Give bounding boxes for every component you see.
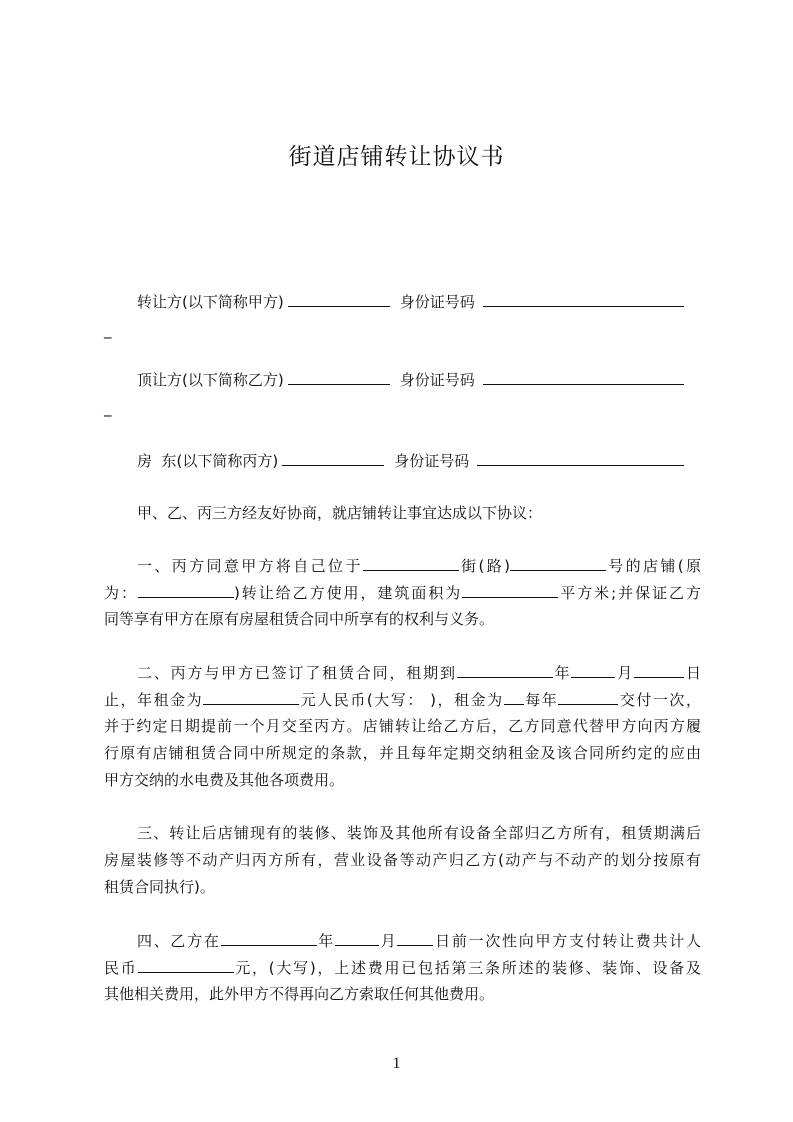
clause-4-line-2: [104, 957, 701, 978]
clause-1-line-3: 同等享有甲方在原有房屋租赁合同中所享有的权利与义务。: [104, 610, 495, 628]
party-c-label: 房 东(以下简称丙方): [137, 452, 279, 470]
document-title: 街道店铺转让协议书: [288, 144, 505, 170]
party-a-wrap-line: _: [104, 321, 112, 339]
clause-2-text: 日: [684, 664, 701, 682]
party-a-line: [137, 291, 684, 312]
party-b-name-blank: [288, 369, 390, 385]
clause-1-text: 为：: [104, 584, 138, 602]
clause-4-text: 日前一次性向甲方支付转让费共计人: [433, 932, 701, 950]
party-c-name-blank: [282, 450, 384, 466]
street-blank: [363, 555, 459, 571]
clause-4-text: 四、乙方在: [137, 932, 221, 950]
payment-day-blank: [397, 930, 433, 946]
original-name-blank: [138, 582, 234, 598]
intro-paragraph: 甲、乙、丙三方经友好协商，就店铺转让事宜达成以下协议：: [137, 504, 543, 522]
clause-2-line-4: 行原有店铺租赁合同中所规定的条款，并且每年定期交纳租金及该合同所约定的应由: [104, 744, 701, 762]
payment-year-blank: [221, 930, 317, 946]
clause-4-text: 元，(大写)，上述费用已包括第三条所述的装修、装饰、设备及: [233, 959, 701, 977]
party-b-id-blank: [483, 369, 684, 385]
clause-2-line-2: [104, 689, 701, 710]
clause-3-line-2: 房屋装修等不动产归丙方所有，营业设备等动产归乙方(动产与不动产的划分按原有: [104, 851, 701, 869]
lease-day-blank: [634, 662, 684, 678]
clause-4-text: 月: [379, 932, 398, 950]
rent-period-blank: [504, 689, 524, 705]
clause-1-line-2: [104, 582, 701, 603]
payment-month-blank: [335, 930, 379, 946]
party-b-line: [137, 369, 684, 390]
clause-4-line-3: 其他相关费用，此外甲方不得再向乙方索取任何其他费用。: [104, 985, 495, 1003]
clause-2-line-3: 并于约定日期提前一个月交至丙方。店铺转让给乙方后，乙方同意代替甲方向丙方履: [104, 717, 701, 735]
clause-1-line-1: [137, 555, 701, 576]
clause-2-text: 二、丙方与甲方已签订了租赁合同，租期到: [137, 664, 457, 682]
clause-1-text: 一、丙方同意甲方将自己位于: [137, 557, 363, 575]
clause-1-text: 号的店铺(原: [605, 557, 701, 575]
page-number: 1: [392, 1055, 401, 1072]
annual-rent-blank: [203, 689, 299, 705]
transfer-fee-blank: [138, 957, 234, 973]
party-b-label: 顶让方(以下简称乙方): [137, 371, 284, 389]
clause-1-text: 街(路): [458, 557, 510, 575]
party-b-id-label: 身份证号码: [399, 371, 475, 389]
clause-2-text: 月: [615, 664, 635, 682]
rent-frequency-blank: [558, 689, 618, 705]
clause-3-line-3: 租赁合同执行)。: [104, 878, 215, 896]
party-a-id-label: 身份证号码: [399, 293, 475, 311]
clause-4-line-1: [137, 930, 701, 951]
house-number-blank: [510, 555, 606, 571]
party-a-name-blank: [288, 291, 390, 307]
lease-month-blank: [571, 662, 615, 678]
clause-2-text: 元人民币(大写： )，租金为: [299, 691, 504, 709]
clause-1-text: )转让给乙方使用，建筑面积为: [233, 584, 463, 602]
clause-2-line-5: 甲方交纳的水电费及其他各项费用。: [104, 771, 345, 789]
party-a-id-blank: [483, 291, 684, 307]
clause-2-text: 交付一次，: [618, 691, 701, 709]
clause-4-text: 年: [316, 932, 336, 950]
clause-4-text: 民币: [104, 959, 138, 977]
clause-2-text: 止，年租金为: [104, 691, 204, 709]
party-b-wrap-line: _: [104, 399, 112, 417]
clause-2-text: 每年: [523, 691, 559, 709]
party-c-id-blank: [477, 450, 684, 466]
party-c-id-label: 身份证号码: [394, 452, 470, 470]
clause-2-text: 年: [552, 664, 572, 682]
lease-year-blank: [457, 662, 553, 678]
party-a-label: 转让方(以下简称甲方): [137, 293, 284, 311]
clause-1-text: 平方米;并保证乙方: [558, 584, 701, 602]
area-blank: [462, 582, 558, 598]
clause-2-line-1: [137, 662, 701, 683]
clause-3-line-1: 三、转让后店铺现有的装修、装饰及其他所有设备全部归乙方所有，租赁期满后: [137, 824, 701, 842]
party-c-line: [137, 450, 684, 471]
